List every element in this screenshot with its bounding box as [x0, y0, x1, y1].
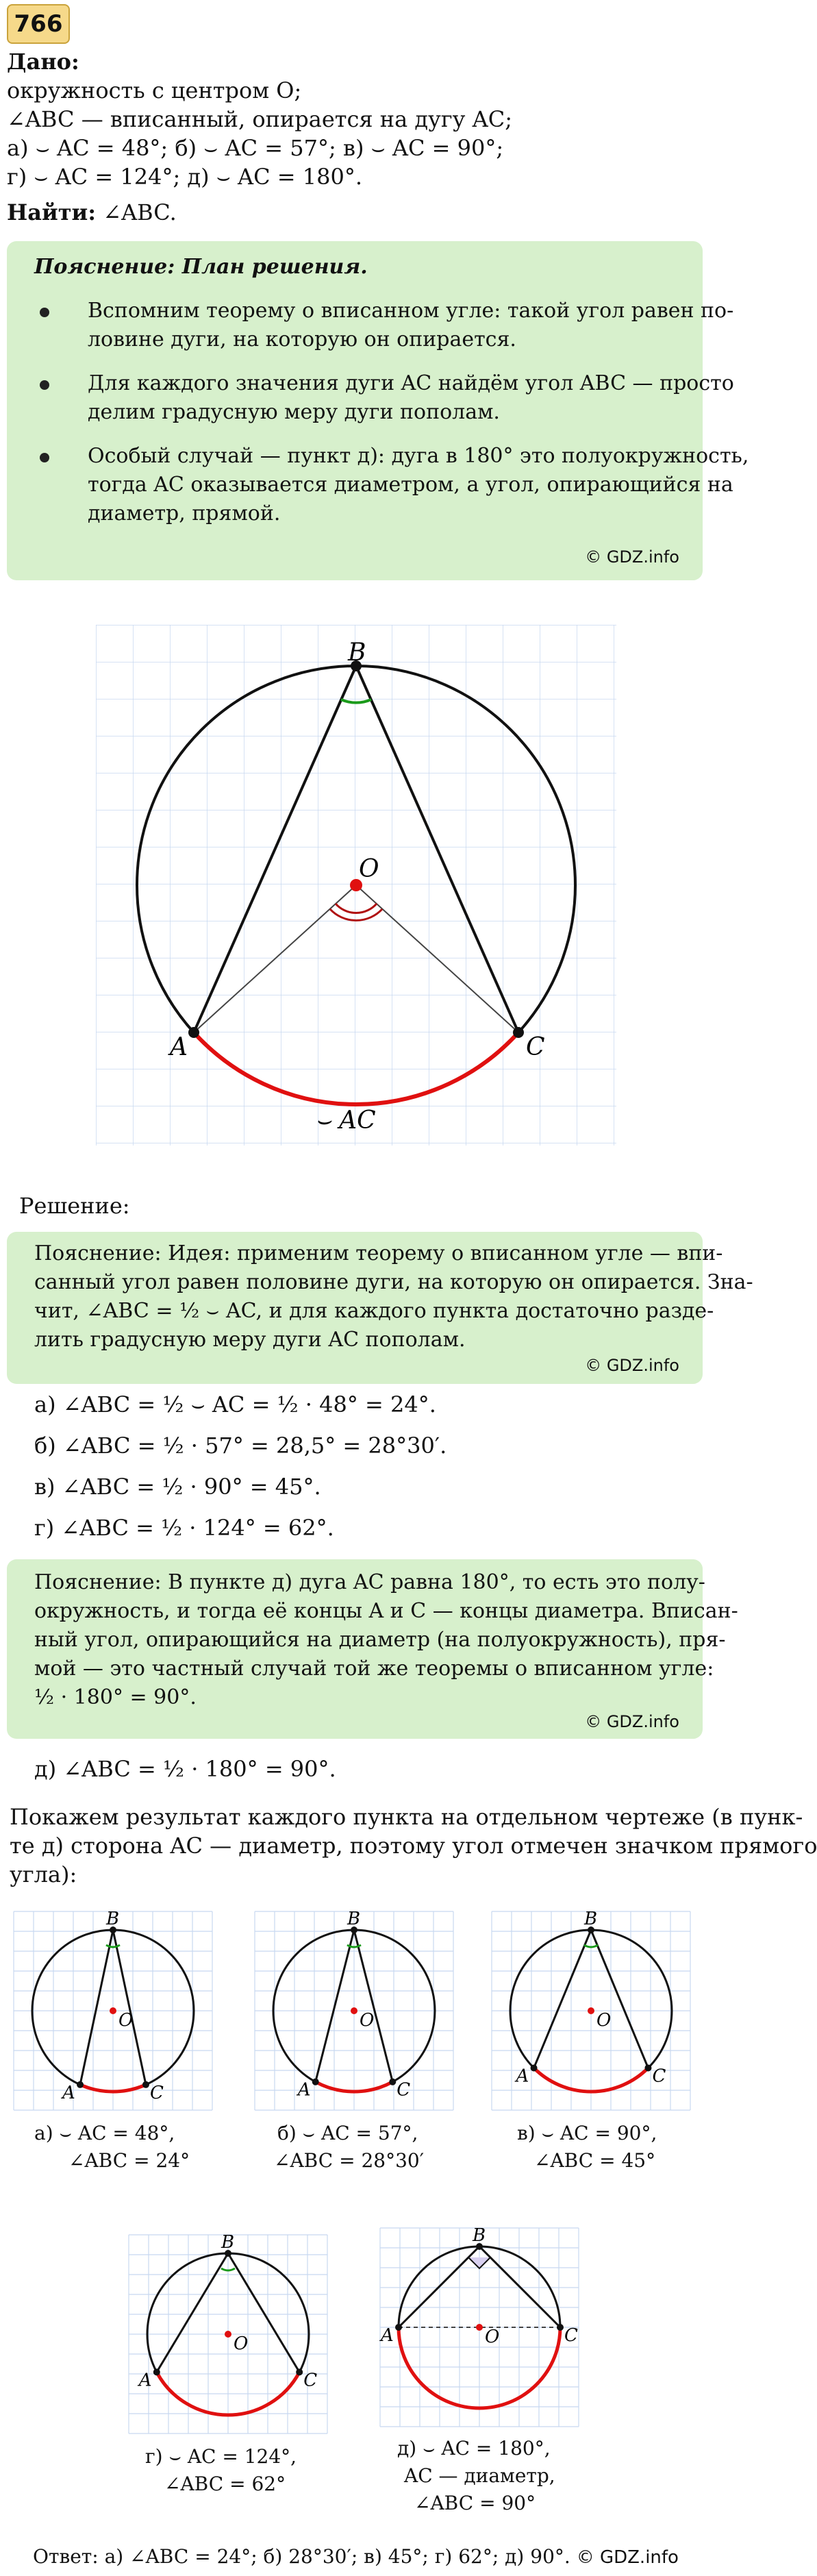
chord-bc [591, 1930, 648, 2068]
label-a: A [297, 2079, 311, 2101]
answer-line [33, 2543, 679, 2571]
caption-v-2: ∠ABC = 45° [534, 2149, 656, 2172]
show-line-1: Покажем результат каждого пункта на отдельном чертеже (в пунк- [10, 1804, 803, 1830]
idea-line-1: Пояснение: Идея: применим теорему о вписанном угле — впи- [34, 1241, 723, 1265]
label-a: A [138, 2370, 152, 2391]
note-line-5: ½ · 180° = 90°. [34, 1685, 197, 1709]
idea-line-3: чит, ∠ABC = ½ ⌣ AC, и для каждого пункта достаточно разде- [34, 1299, 714, 1323]
note-line-4: мой — это частный случай той же теоремы о вписанном угле: [34, 1657, 714, 1681]
chord-ba [534, 1930, 591, 2068]
given-line-2: ∠ABC — вписанный, опирается на дугу AC; [7, 106, 512, 132]
show-line-2: те д) сторона AC — диаметр, поэтому угол отмечен значком прямого [10, 1833, 817, 1859]
label-c: C [526, 1033, 545, 1061]
given-title: Дано: [7, 49, 79, 75]
chord-bc [354, 1930, 392, 2082]
label-a: A [381, 2325, 394, 2346]
point-a [77, 2081, 84, 2088]
given-line-1: окружность с центром O; [7, 77, 302, 103]
calc-b: б) ∠ABC = ½ · 57° = 28,5° = 28°30′. [34, 1433, 447, 1459]
point-c [644, 2064, 651, 2071]
point-c [389, 2079, 396, 2085]
small-figure [492, 1911, 690, 2110]
plan-bullet-2-line-1: Для каждого значения дуги AC найдём угол ABC — просто [88, 371, 734, 395]
center-point [110, 2007, 116, 2014]
caption-a-2: ∠ABC = 24° [68, 2149, 190, 2172]
caption-g-2: ∠ABC = 62° [164, 2473, 286, 2495]
problem-number-badge: 766 [7, 4, 70, 44]
plan-explanation-box [7, 241, 749, 580]
note-line-1: Пояснение: В пункте д) дуга AC равна 180°, то есть это полу- [34, 1570, 705, 1594]
point-a [395, 2324, 402, 2331]
point-a [531, 2064, 538, 2071]
right-angle-mark [468, 2257, 490, 2268]
plan-bullet-3-line-2: тогда AC оказывается диаметром, а угол, опирающийся на [88, 473, 733, 497]
point-a [312, 2079, 319, 2085]
bullet-dot [40, 380, 49, 390]
footer-credit: © GDZ.info [576, 2547, 679, 2568]
label-c: C [303, 2370, 318, 2391]
caption-a-1: а) ⌣ AC = 48°, [34, 2122, 175, 2144]
caption-d-2: AC — диаметр, [404, 2464, 555, 2487]
main-circle-figure [96, 625, 616, 1145]
caption-d-3: ∠ABC = 90° [414, 2492, 536, 2514]
idea-explanation-box [7, 1232, 753, 1384]
plan-bullet-1-line-1: Вспомним теорему о вписанном угле: такой угол равен по- [88, 299, 734, 323]
given-line-4: г) ⌣ AC = 124°; д) ⌣ AC = 180°. [7, 164, 363, 190]
caption-b-1: б) ⌣ AC = 57°, [277, 2122, 418, 2144]
given-line-3: а) ⌣ AC = 48°; б) ⌣ AC = 57°; в) ⌣ AC = 90°; [7, 135, 504, 161]
chord-ba [399, 2246, 479, 2327]
label-c: C [564, 2325, 578, 2346]
chord-bc [113, 1930, 146, 2085]
caption-v-1: в) ⌣ AC = 90°, [517, 2122, 657, 2144]
answer-text: Ответ: а) ∠ABC = 24°; б) 28°30′; в) 45°; г) 62°; д) 90°. [33, 2545, 570, 2568]
point-a [188, 1027, 199, 1038]
idea-credit: © GDZ.info [585, 1356, 679, 1375]
small-figure [14, 1911, 212, 2110]
note-line-2: окружность, и тогда её концы A и C — концы диаметра. Вписан- [34, 1599, 738, 1623]
center-point [476, 2324, 483, 2331]
caption-g-1: г) ⌣ AC = 124°, [145, 2445, 297, 2468]
label-o: O [360, 2010, 375, 2031]
plan-bullet-3-line-1: Особый случай — пункт д): дуга в 180° это полуокружность, [88, 444, 749, 468]
label-b: B [221, 2232, 235, 2253]
label-a: A [62, 2082, 75, 2103]
label-b: B [347, 1909, 361, 1929]
find-value: ∠ABC. [103, 199, 177, 225]
chord-bc [479, 2246, 560, 2327]
plan-credit: © GDZ.info [585, 547, 679, 567]
center-point [588, 2007, 594, 2014]
chord-ba [316, 1930, 354, 2082]
point-a [153, 2368, 160, 2375]
label-o: O [234, 2333, 249, 2354]
point-c [557, 2324, 564, 2331]
label-c: C [397, 2079, 411, 2101]
label-b: B [584, 1909, 598, 1929]
find-label: Найти: [7, 199, 97, 225]
plan-bullet-1-line-2: ловине дуги, на которую он опирается. [88, 327, 516, 351]
point-c [296, 2368, 303, 2375]
label-o: O [485, 2327, 500, 2347]
small-figure [255, 1911, 453, 2110]
label-c: C [149, 2082, 164, 2103]
label-o: O [596, 2010, 612, 2031]
calc-a: а) ∠ABC = ½ ⌣ AC = ½ · 48° = 24°. [34, 1391, 436, 1417]
small-figure [129, 2232, 327, 2433]
label-b: B [106, 1909, 120, 1929]
point-c [513, 1027, 524, 1038]
note-line-3: ный угол, опирающийся на диаметр (на полуокружность), пря- [34, 1628, 726, 1652]
note-explanation-box [7, 1559, 738, 1739]
label-a: A [516, 2066, 529, 2087]
note-credit: © GDZ.info [585, 1712, 679, 1731]
small-figure [380, 2225, 579, 2427]
center-point [225, 2331, 231, 2338]
calc-d: д) ∠ABC = ½ · 180° = 90°. [34, 1756, 336, 1782]
bullet-dot [40, 308, 49, 317]
solution-label: Решение: [19, 1193, 130, 1219]
label-o: O [118, 2010, 134, 2031]
calc-g: г) ∠ABC = ½ · 124° = 62°. [34, 1515, 334, 1541]
label-c: C [652, 2066, 666, 2087]
show-line-3: угла): [10, 1861, 77, 1887]
label-b: B [473, 2225, 486, 2246]
plan-heading: Пояснение: План решения. [34, 255, 368, 279]
idea-line-2: санный угол равен половине дуги, на которую он опирается. Зна- [34, 1270, 753, 1294]
label-b: B [348, 639, 366, 667]
center-point [351, 2007, 357, 2014]
label-o: O [359, 855, 379, 883]
label-arc-ac: ⌣ AC [315, 1106, 376, 1135]
plan-bullet-2-line-2: делим градусную меру дуги пополам. [88, 400, 500, 424]
caption-b-2: ∠ABC = 28°30′ [274, 2149, 425, 2172]
calc-v: в) ∠ABC = ½ · 90° = 45°. [34, 1474, 321, 1500]
idea-line-4: лить градусную меру дуги AC пополам. [34, 1328, 466, 1352]
plan-bullet-3-line-3: диаметр, прямой. [88, 501, 281, 525]
caption-d-1: д) ⌣ AC = 180°, [397, 2437, 551, 2460]
label-a: A [170, 1033, 188, 1061]
point-c [142, 2081, 149, 2088]
find-line [7, 199, 177, 226]
bullet-dot [40, 453, 49, 462]
chord-ba [80, 1930, 113, 2085]
